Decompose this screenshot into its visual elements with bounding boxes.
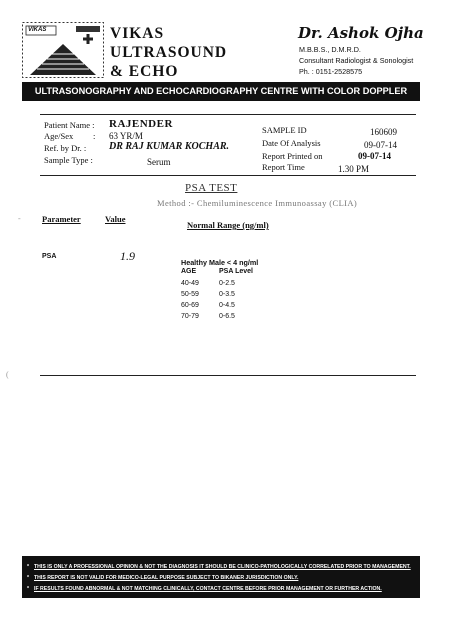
divider-bottom (40, 375, 416, 376)
printed-date-value: 09-07-14 (358, 151, 391, 161)
column-header-value: Value (105, 214, 126, 224)
range-level: 0-2.5 (219, 280, 235, 287)
range-column-age: AGE (181, 268, 197, 275)
divider-top (40, 114, 416, 115)
range-level: 0-3.5 (219, 291, 235, 298)
printed-date-label: Report Printed on (262, 151, 323, 161)
range-age: 40-49 (181, 280, 199, 287)
age-sex-value: 63 YR/M (109, 131, 143, 141)
clinic-logo (22, 22, 104, 78)
doctor-info (299, 44, 413, 77)
brand-line: VIKAS (110, 25, 165, 42)
disclaimer-note: * THIS IS ONLY A PROFESSIONAL OPINION & NOT THE DIAGNOSIS IT SHOULD BE CLINICO-PATHOLOGICALLY CORRELATED PRIOR TO MANAGEMENT. (27, 564, 411, 570)
brand-line: ULTRASOUND (110, 44, 228, 61)
sample-type-label: Sample Type : (44, 155, 93, 165)
parameter-value: 1.9 (120, 249, 135, 263)
header-banner: ULTRASONOGRAPHY AND ECHOCARDIOGRAPHY CENTRE WITH COLOR DOPPLER (22, 82, 420, 101)
column-header-parameter: Parameter (42, 214, 81, 224)
disclaimer-note: * IF RESULTS FOUND ABNORMAL & NOT MATCHING CLINICALLY, CONTACT CENTRE BEFORE PRIOR MANAGEMENT OR FURTHER ACTION. (27, 586, 382, 592)
logo-text: VIKAS (28, 27, 47, 33)
report-time-value: 1.30 PM (338, 164, 370, 174)
range-age: 50-59 (181, 291, 199, 298)
sample-type-value: Serum (147, 157, 171, 167)
patient-name-value: RAJENDER (109, 118, 173, 130)
parameter-name: PSA (42, 253, 57, 260)
column-header-range: Normal Range (ng/ml) (187, 220, 269, 230)
analysis-date-value: 09-07-14 (364, 140, 397, 150)
scan-mark: ( (6, 370, 9, 379)
clinic-brand (110, 24, 227, 81)
sample-id-label: SAMPLE ID (262, 125, 307, 135)
report-time-label: Report Time (262, 162, 305, 172)
range-title: Healthy Male < 4 ng/ml (181, 258, 259, 267)
analysis-date-label: Date Of Analysis (262, 138, 321, 148)
range-age: 60-69 (181, 302, 199, 309)
scan-mark: - (18, 214, 21, 223)
range-level: 0-6.5 (219, 313, 235, 320)
doctor-name: Dr. Ashok Ojha (298, 24, 424, 42)
doctor-phone: Ph. : 0151-2528575 (299, 67, 363, 76)
test-title: PSA TEST (185, 182, 238, 194)
age-sex-label: Age/Sex (44, 131, 74, 141)
range-level: 0-4.5 (219, 302, 235, 309)
sample-id-value: 160609 (370, 127, 397, 137)
doctor-degree: M.B.B.S., D.M.R.D. (299, 45, 361, 54)
range-age: 70-79 (181, 313, 199, 320)
ref-by-value: DR RAJ KUMAR KOCHAR. (109, 141, 230, 152)
footer-disclaimer (22, 556, 420, 598)
test-method: Method :- Chemiluminescence Immunoassay (CLIA) (157, 198, 358, 208)
ref-by-label: Ref. by Dr. : (44, 143, 87, 153)
disclaimer-note: * THIS REPORT IS NOT VALID FOR MEDICO-LEGAL PURPOSE SUBJECT TO BIKANER JURISDICTION ONLY. (27, 575, 299, 581)
range-column-level: PSA Level (219, 268, 253, 275)
doctor-title: Consultant Radiologist & Sonologist (299, 56, 414, 65)
age-sex-colon: : (93, 131, 96, 141)
patient-name-label: Patient Name : (44, 120, 95, 130)
brand-line: & ECHO (110, 63, 179, 80)
divider-middle (40, 175, 416, 176)
